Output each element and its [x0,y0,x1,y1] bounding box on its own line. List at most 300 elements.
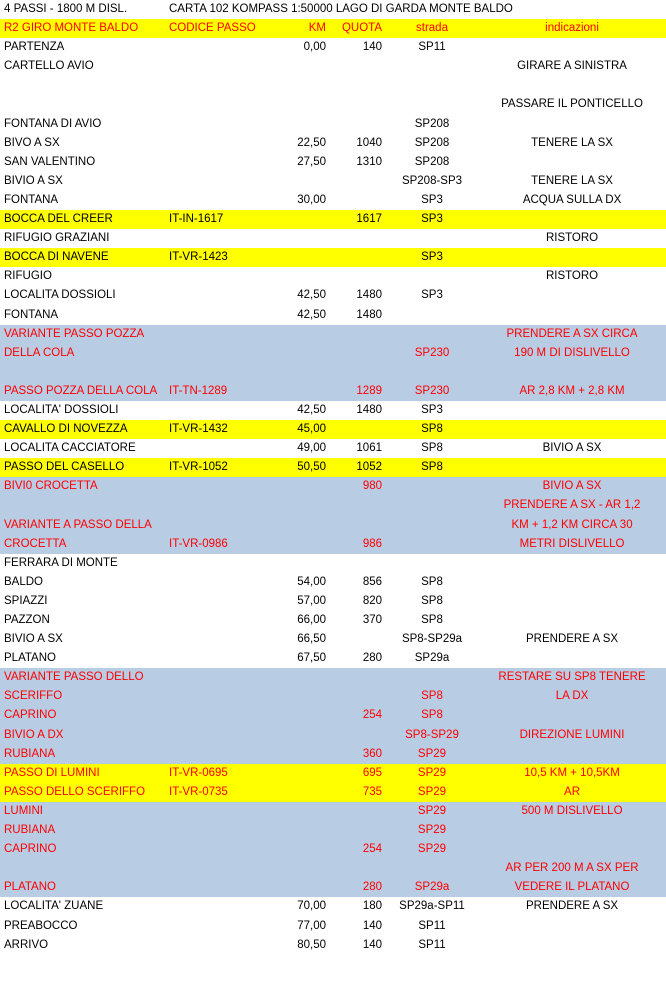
cell-route [0,76,165,95]
cell-quota [330,344,386,363]
cell-codice [165,630,272,649]
cell-quota: 1061 [330,439,386,458]
cell-codice [165,76,272,95]
cell-strada: SP8 [386,706,478,725]
cell-indicazioni: METRI DISLIVELLO [478,535,666,554]
table-row [0,344,666,363]
cell-indicazioni: TENERE LA SX [478,134,666,153]
table-row [0,592,666,611]
cell-km: 54,00 [272,573,330,592]
cell-indicazioni [478,573,666,592]
cell-route: FONTANA [0,191,165,210]
cell-strada: SP29 [386,821,478,840]
cell-km [272,325,330,344]
cell-indicazioni [478,363,666,382]
column-header-quota: QUOTA [330,19,386,38]
cell-indicazioni [478,611,666,630]
cell-route: BIVIO A SX [0,630,165,649]
cell-strada: SP8-SP29a [386,630,478,649]
cell-quota: 280 [330,878,386,897]
table-row [0,917,666,936]
cell-route: PLATANO [0,649,165,668]
cell-quota: 180 [330,897,386,916]
cell-indicazioni [478,210,666,229]
cell-km: 49,00 [272,439,330,458]
cell-route: PASSO DELLO SCERIFFO [0,783,165,802]
cell-km [272,764,330,783]
cell-km: 45,00 [272,420,330,439]
cell-indicazioni: RISTORO [478,267,666,286]
cell-quota [330,172,386,191]
cell-codice [165,38,272,57]
cell-strada: SP8 [386,592,478,611]
cell-indicazioni: PRENDERE A SX - AR 1,2 [478,496,666,515]
column-header-indicazioni: indicazioni [478,19,666,38]
cell-codice [165,649,272,668]
cell-strada: SP230 [386,382,478,401]
table-row [0,745,666,764]
cell-indicazioni [478,936,666,955]
title-right: CARTA 102 KOMPASS 1:50000 LAGO DI GARDA MONTE BALDO [165,0,666,19]
cell-strada [386,516,478,535]
cell-route [0,859,165,878]
cell-strada: SP208-SP3 [386,172,478,191]
table-row [0,286,666,305]
cell-strada: SP29a [386,878,478,897]
cell-indicazioni [478,917,666,936]
cell-codice [165,306,272,325]
cell-route: BIVO A SX [0,134,165,153]
cell-strada [386,496,478,515]
cell-route: BALDO [0,573,165,592]
cell-route: CAPRINO [0,706,165,725]
cell-km [272,802,330,821]
cell-route: FONTANA [0,306,165,325]
cell-route: PASSO DEL CASELLO [0,458,165,477]
cell-km [272,76,330,95]
table-row [0,477,666,496]
table-row [0,363,666,382]
table-row [0,229,666,248]
cell-quota: 735 [330,783,386,802]
table-row [0,516,666,535]
cell-quota [330,554,386,573]
cell-codice [165,325,272,344]
cell-strada: SP29a [386,649,478,668]
cell-indicazioni [478,821,666,840]
cell-codice [165,936,272,955]
cell-codice [165,611,272,630]
cell-strada: SP29 [386,802,478,821]
cell-route: DELLA COLA [0,344,165,363]
cell-strada: SP230 [386,344,478,363]
title-row [0,0,666,19]
cell-km [272,554,330,573]
cell-route [0,363,165,382]
cell-indicazioni: KM + 1,2 KM CIRCA 30 [478,516,666,535]
table-row [0,210,666,229]
cell-quota [330,57,386,76]
cell-quota: 140 [330,936,386,955]
table-row [0,668,666,687]
cell-km [272,95,330,114]
cell-km [272,840,330,859]
cell-strada: SP208 [386,153,478,172]
table-row [0,153,666,172]
cell-quota [330,496,386,515]
cell-km: 77,00 [272,917,330,936]
cell-km [272,344,330,363]
table-row [0,687,666,706]
column-header-codice: CODICE PASSO [165,19,272,38]
cell-quota [330,687,386,706]
cell-strada: SP29 [386,783,478,802]
cell-quota: 1480 [330,286,386,305]
table-row [0,649,666,668]
cell-strada [386,668,478,687]
cell-codice [165,172,272,191]
cell-indicazioni: LA DX [478,687,666,706]
cell-strada: SP8-SP29 [386,726,478,745]
cell-route: VARIANTE PASSO POZZA [0,325,165,344]
cell-codice [165,840,272,859]
cell-strada: SP8 [386,611,478,630]
cell-km: 80,50 [272,936,330,955]
cell-quota: 1289 [330,382,386,401]
cell-strada: SP3 [386,286,478,305]
cell-quota [330,115,386,134]
cell-indicazioni: AR PER 200 M A SX PER [478,859,666,878]
cell-codice [165,401,272,420]
cell-km [272,783,330,802]
cell-indicazioni: PRENDERE A SX [478,630,666,649]
cell-strada [386,57,478,76]
cell-quota [330,248,386,267]
cell-km: 42,50 [272,286,330,305]
cell-codice [165,191,272,210]
cell-km [272,859,330,878]
cell-indicazioni [478,458,666,477]
table-row [0,191,666,210]
cell-quota: 820 [330,592,386,611]
cell-quota [330,859,386,878]
cell-indicazioni [478,153,666,172]
column-header-route: R2 GIRO MONTE BALDO [0,19,165,38]
cell-codice [165,344,272,363]
cell-route [0,496,165,515]
table-row [0,382,666,401]
cell-km [272,57,330,76]
cell-codice [165,917,272,936]
cell-route: FERRARA DI MONTE [0,554,165,573]
cell-km [272,821,330,840]
cell-indicazioni [478,420,666,439]
table-row [0,439,666,458]
cell-codice [165,573,272,592]
cell-strada: SP3 [386,191,478,210]
cell-indicazioni [478,745,666,764]
cell-quota: 254 [330,840,386,859]
cell-indicazioni: VEDERE IL PLATANO [478,878,666,897]
cell-indicazioni: 190 M DI DISLIVELLO [478,344,666,363]
cell-quota [330,630,386,649]
cell-indicazioni [478,306,666,325]
cell-indicazioni: PRENDERE A SX CIRCA [478,325,666,344]
table-row [0,325,666,344]
cell-codice [165,439,272,458]
cell-km [272,687,330,706]
cell-codice: IT-IN-1617 [165,210,272,229]
cell-route: CARTELLO AVIO [0,57,165,76]
cell-quota [330,668,386,687]
cell-codice [165,363,272,382]
cell-quota [330,516,386,535]
cell-codice [165,592,272,611]
cell-strada: SP208 [386,134,478,153]
cell-quota [330,420,386,439]
cell-codice [165,496,272,515]
table-row [0,840,666,859]
cell-strada [386,229,478,248]
cell-route: RIFUGIO GRAZIANI [0,229,165,248]
cell-quota: 360 [330,745,386,764]
cell-quota [330,76,386,95]
cell-indicazioni [478,554,666,573]
table-row [0,95,666,114]
cell-quota [330,821,386,840]
cell-indicazioni [478,592,666,611]
cell-quota: 856 [330,573,386,592]
cell-quota: 1310 [330,153,386,172]
header-row [0,19,666,38]
cell-route: RUBIANA [0,821,165,840]
table-row [0,57,666,76]
cell-km: 42,50 [272,306,330,325]
cell-strada: SP29a-SP11 [386,897,478,916]
cell-codice [165,134,272,153]
cell-codice [165,267,272,286]
table-row [0,573,666,592]
cell-km [272,477,330,496]
cell-codice [165,554,272,573]
table-row [0,764,666,783]
cell-km [272,516,330,535]
column-header-km: KM [272,19,330,38]
cell-codice [165,57,272,76]
table-row [0,878,666,897]
cell-strada: SP29 [386,764,478,783]
cell-strada: SP8 [386,573,478,592]
cell-route: BOCCA DI NAVENE [0,248,165,267]
table-row [0,554,666,573]
cell-indicazioni [478,248,666,267]
cell-km: 50,50 [272,458,330,477]
cell-indicazioni: BIVIO A SX [478,439,666,458]
cell-route: SAN VALENTINO [0,153,165,172]
cell-quota: 1040 [330,134,386,153]
cell-km [272,668,330,687]
cell-route: LOCALITA DOSSIOLI [0,286,165,305]
cell-codice [165,859,272,878]
cell-km [272,878,330,897]
cell-strada [386,363,478,382]
cell-quota [330,363,386,382]
cell-indicazioni: DIREZIONE LUMINI [478,726,666,745]
cell-route: CROCETTA [0,535,165,554]
table-row [0,496,666,515]
cell-quota: 695 [330,764,386,783]
cell-quota: 370 [330,611,386,630]
cell-indicazioni [478,840,666,859]
cell-indicazioni: ACQUA SULLA DX [478,191,666,210]
cell-km [272,726,330,745]
cell-route: LOCALITA CACCIATORE [0,439,165,458]
table-row [0,267,666,286]
cell-route: RUBIANA [0,745,165,764]
cell-strada [386,95,478,114]
title-left: 4 PASSI - 1800 M DISL. [0,0,165,19]
cell-strada: SP11 [386,936,478,955]
cell-quota [330,726,386,745]
cell-route: PARTENZA [0,38,165,57]
table-row [0,802,666,821]
cell-strada: SP29 [386,745,478,764]
table-row [0,115,666,134]
cell-km: 0,00 [272,38,330,57]
table-row [0,821,666,840]
cell-quota: 280 [330,649,386,668]
cell-route: RIFUGIO [0,267,165,286]
cell-strada [386,477,478,496]
cell-quota: 140 [330,38,386,57]
cell-km: 30,00 [272,191,330,210]
cell-strada: SP8 [386,687,478,706]
cell-indicazioni: PASSARE IL PONTICELLO [478,95,666,114]
cell-strada: SP3 [386,210,478,229]
cell-route: CAVALLO DI NOVEZZA [0,420,165,439]
cell-strada [386,859,478,878]
cell-quota: 1480 [330,401,386,420]
cell-route: VARIANTE PASSO DELLO [0,668,165,687]
cell-km [272,115,330,134]
cell-strada [386,306,478,325]
table-row [0,458,666,477]
cell-km [272,706,330,725]
table-row [0,630,666,649]
cell-route: LOCALITA' ZUANE [0,897,165,916]
cell-codice [165,878,272,897]
table-row [0,706,666,725]
table-row [0,936,666,955]
cell-indicazioni [478,76,666,95]
cell-km [272,363,330,382]
table-row [0,420,666,439]
cell-indicazioni [478,649,666,668]
cell-route: SCERIFFO [0,687,165,706]
cell-indicazioni [478,286,666,305]
cell-indicazioni: 500 M DISLIVELLO [478,802,666,821]
cell-km [272,535,330,554]
cell-codice [165,726,272,745]
cell-quota [330,802,386,821]
table-row [0,38,666,57]
cell-route: BIVI0 CROCETTA [0,477,165,496]
table-row [0,248,666,267]
cell-codice: IT-VR-1423 [165,248,272,267]
cell-route: PLATANO [0,878,165,897]
table-row [0,306,666,325]
cell-indicazioni: RISTORO [478,229,666,248]
cell-route: FONTANA DI AVIO [0,115,165,134]
cell-strada: SP3 [386,248,478,267]
cell-km: 22,50 [272,134,330,153]
cell-codice [165,229,272,248]
cell-route: PASSO DI LUMINI [0,764,165,783]
cell-indicazioni: GIRARE A SINISTRA [478,57,666,76]
cell-indicazioni [478,401,666,420]
cell-strada: SP11 [386,38,478,57]
cell-quota: 980 [330,477,386,496]
cell-km: 66,00 [272,611,330,630]
cell-indicazioni: BIVIO A SX [478,477,666,496]
cell-strada: SP29 [386,840,478,859]
cell-strada [386,267,478,286]
cell-indicazioni [478,38,666,57]
cell-strada [386,535,478,554]
cell-codice [165,668,272,687]
cell-km [272,267,330,286]
cell-km [272,210,330,229]
cell-km: 66,50 [272,630,330,649]
cell-codice [165,821,272,840]
cell-route: BIVIO A DX [0,726,165,745]
cell-route: LOCALITA' DOSSIOLI [0,401,165,420]
cell-strada: SP3 [386,401,478,420]
cell-route: PREABOCCO [0,917,165,936]
cell-strada: SP8 [386,439,478,458]
cell-route: VARIANTE A PASSO DELLA [0,516,165,535]
cell-route: BIVIO A SX [0,172,165,191]
cell-km [272,496,330,515]
cell-km [272,745,330,764]
cell-km [272,172,330,191]
cell-codice [165,95,272,114]
cell-quota: 1052 [330,458,386,477]
table-row [0,783,666,802]
cell-codice [165,706,272,725]
table-row [0,401,666,420]
cell-indicazioni: RESTARE SU SP8 TENERE [478,668,666,687]
cell-route: BOCCA DEL CREER [0,210,165,229]
cell-codice [165,516,272,535]
cell-strada: SP208 [386,115,478,134]
cell-codice: IT-VR-0695 [165,764,272,783]
cell-quota: 140 [330,917,386,936]
cell-codice [165,802,272,821]
cell-indicazioni [478,706,666,725]
cell-route [0,95,165,114]
cell-strada [386,325,478,344]
cell-codice: IT-VR-0986 [165,535,272,554]
cell-quota [330,229,386,248]
cell-quota: 1480 [330,306,386,325]
cell-quota: 254 [330,706,386,725]
cell-route: PASSO POZZA DELLA COLA [0,382,165,401]
table-row [0,897,666,916]
cell-codice: IT-VR-1432 [165,420,272,439]
cell-route: PAZZON [0,611,165,630]
cell-route: ARRIVO [0,936,165,955]
